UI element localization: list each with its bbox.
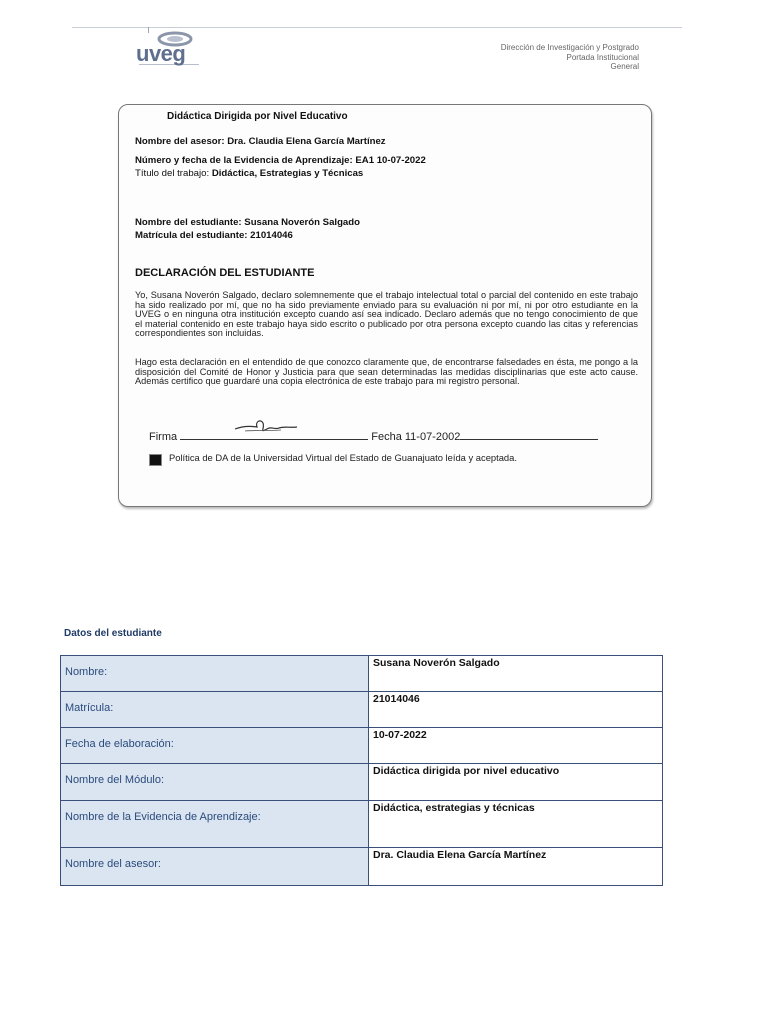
header-institution (501, 43, 639, 72)
row-label: Nombre del Módulo: (61, 764, 369, 801)
evidence-label: Número y fecha de la Evidencia de Aprendizaje: (135, 155, 353, 166)
section-title: Datos del estudiante (64, 628, 162, 639)
signature-row (149, 429, 598, 443)
row-value: Susana Noverón Salgado (369, 656, 663, 692)
work-title-line (135, 168, 363, 179)
table-row (61, 801, 663, 848)
date-line (460, 429, 598, 440)
cover-title: Didáctica Dirigida por Nivel Educativo (167, 111, 348, 122)
table-row (61, 764, 663, 801)
firma-label: Firma (149, 431, 178, 443)
row-label: Nombre del asesor: (61, 848, 369, 886)
policy-text: Política de DA de la Universidad Virtual del Estado de Guanajuato leída y aceptada. (169, 452, 517, 463)
student-line (135, 217, 360, 228)
table-row (61, 692, 663, 728)
declaration-paragraph-1: Yo, Susana Noverón Salgado, declaro solemnemente que el trabajo intelectual total o parcial del contenido en este trabajo ha sido realizado por mí, que no ha sido previamente enviado para su evaluación ni por mí, ni por otro estudiante en la UVEG o en ninguna otra institución excepto cuando así sea indicado. Declaro además que no tengo conocimiento de que el material contenido en este trabajo haya sido escrito o publicado por otra persona excepto cuando las citas y referencias correspondientes son incluidas. (135, 290, 638, 339)
signature-line (180, 429, 368, 440)
advisor-line (135, 136, 386, 147)
enrollment-label: Matrícula del estudiante: (135, 230, 248, 241)
logo-text: uveg (136, 41, 186, 66)
row-value: Didáctica, estrategias y técnicas (369, 801, 663, 848)
student-value: Susana Noverón Salgado (244, 217, 360, 228)
student-label: Nombre del estudiante: (135, 217, 242, 228)
table-row (61, 656, 663, 692)
enrollment-value: 21014046 (250, 230, 293, 241)
row-value: Dra. Claudia Elena García Martínez (369, 848, 663, 886)
row-value: Didáctica dirigida por nivel educativo (369, 764, 663, 801)
student-data-table (60, 655, 663, 886)
row-label: Matrícula: (61, 692, 369, 728)
row-label: Nombre de la Evidencia de Aprendizaje: (61, 801, 369, 848)
evidence-value: EA1 10-07-2022 (355, 155, 426, 166)
row-label: Fecha de elaboración: (61, 728, 369, 764)
row-label: Nombre: (61, 656, 369, 692)
declaration-heading: DECLARACIÓN DEL ESTUDIANTE (135, 267, 315, 279)
top-rule (72, 27, 682, 28)
header-line-3: General (610, 62, 639, 71)
fecha-label: Fecha 11-07-2002 (371, 431, 461, 443)
cover-page (118, 104, 652, 507)
work-title-label: Título del trabajo: (135, 168, 210, 179)
evidence-line (135, 155, 426, 166)
header-line-2: Portada Institucional (566, 52, 639, 62)
header-line-1: Dirección de Investigación y Postgrado (500, 43, 639, 52)
policy-checkbox[interactable] (149, 454, 162, 466)
declaration-paragraph-2: Hago esta declaración en el entendido de que conozco claramente que, de encontrarse falsedades en ésta, me pongo a la disposición del Comité de Honor y Justicia para que sean determinadas las medidas disciplinarias que este acto cause. Además certifico que guardaré una copia electrónica de este trabajo para mi registro personal. (135, 357, 638, 387)
row-value: 21014046 (369, 692, 663, 728)
table-row (61, 728, 663, 764)
row-value: 10-07-2022 (369, 728, 663, 764)
advisor-value: Dra. Claudia Elena García Martínez (227, 136, 386, 147)
table-row (61, 848, 663, 886)
advisor-label: Nombre del asesor: (135, 136, 225, 147)
work-title-value: Didáctica, Estrategias y Técnicas (211, 168, 364, 179)
enrollment-line (135, 230, 293, 241)
